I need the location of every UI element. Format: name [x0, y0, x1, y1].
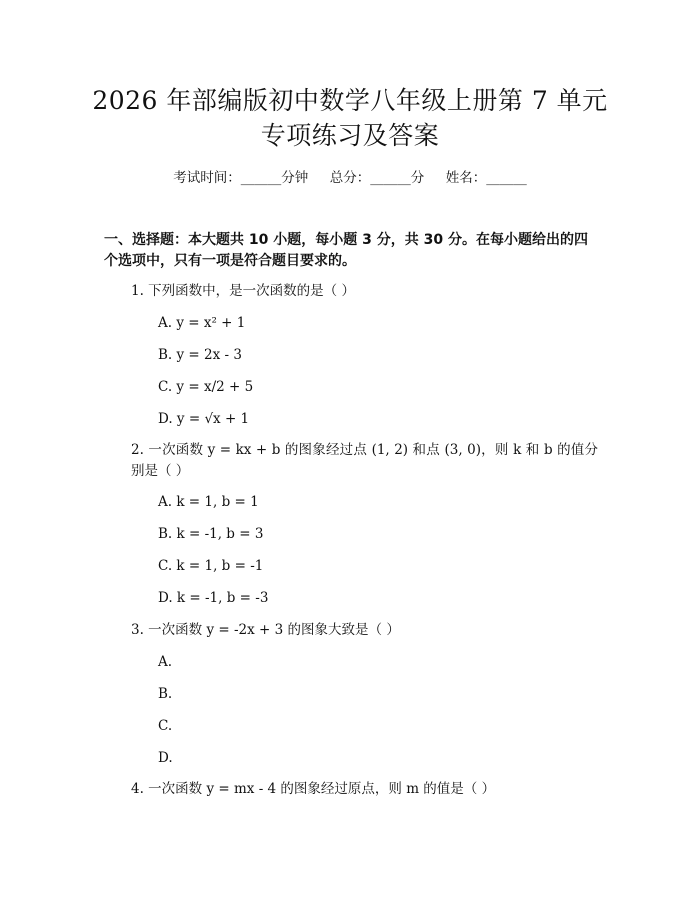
question-2-option-c: C. k = 1, b = -1 — [158, 558, 264, 574]
question-3-option-b: B. — [158, 686, 173, 702]
question-3-option-a: A. — [158, 654, 173, 670]
question-4-stem: 4. 一次函数 y = mx - 4 的图象经过原点，则 m 的值是（ ） — [131, 781, 496, 797]
question-1-option-b: B. y = 2x - 3 — [158, 347, 242, 363]
question-3-stem: 3. 一次函数 y = -2x + 3 的图象大致是（ ） — [131, 622, 400, 638]
question-1-option-a: A. y = x² + 1 — [158, 315, 246, 331]
exam-info-line: 考试时间：______分钟 总分：______分 姓名：______ — [173, 170, 527, 186]
section-heading-choice: 一、选择题：本大题共 10 小题，每小题 3 分，共 30 分。在每小题给出的四个选项中，只有一项是符合题目要求的。 — [104, 232, 588, 269]
document-title-line1: 2026 年部编版初中数学八年级上册第 7 单元 — [92, 86, 608, 115]
question-3-option-c: C. — [158, 718, 173, 734]
question-1-stem: 1. 下列函数中，是一次函数的是（ ） — [131, 283, 355, 299]
document-title-line2: 专项练习及答案 — [260, 121, 440, 150]
question-2-option-a: A. k = 1, b = 1 — [158, 494, 259, 510]
question-2-option-b: B. k = -1, b = 3 — [158, 526, 264, 542]
question-1-option-c: C. y = x/2 + 5 — [158, 379, 254, 395]
question-1-option-d: D. y = √x + 1 — [158, 411, 250, 427]
question-2-option-d: D. k = -1, b = -3 — [158, 590, 269, 606]
question-2-stem: 2. 一次函数 y = kx + b 的图象经过点 (1, 2) 和点 (3, 0)，则 k 和 b 的值分别是（ ） — [131, 442, 598, 479]
question-3-option-d: D. — [158, 750, 173, 766]
